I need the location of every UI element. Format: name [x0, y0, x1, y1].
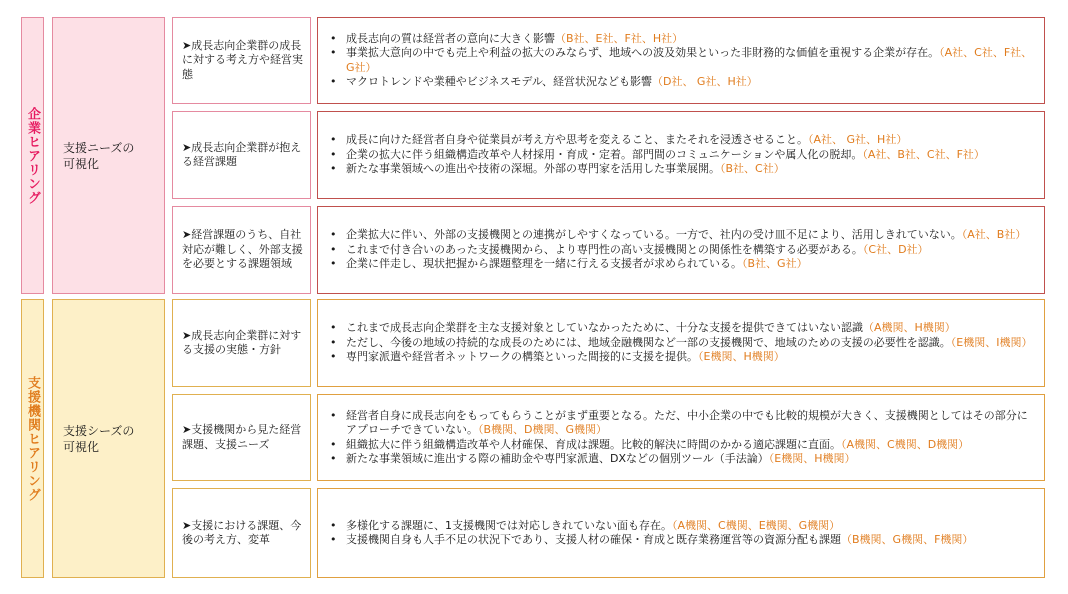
bullet-text: 成長に向けた経営者自身や従業員が考え方や思考を変えること、またそれを浸透させること。	[346, 133, 808, 147]
list-item	[328, 519, 1036, 534]
corporate-hearing-label: 企業ヒアリング	[25, 106, 40, 205]
subcategory-text: ➤支援機関から見た経営課題、支援ニーズ	[182, 423, 302, 451]
list-item	[328, 32, 1036, 47]
subcategory-text: ➤経営課題のうち、自社対応が難しく、外部支援を必要とする課題領域	[182, 228, 303, 271]
list-item	[328, 46, 1036, 75]
list-item	[328, 75, 1036, 90]
reference-tag: （B機関、G機関、F機関）	[841, 533, 974, 546]
support-seeds-line1: 支援シーズの	[63, 423, 135, 438]
bullet-text: これまで付き合いのあった支援機関から、より専門性の高い支援機関との関係性を構築する必要がある。	[346, 242, 863, 256]
list-item	[328, 533, 1036, 548]
bullet-icon: •	[330, 46, 337, 59]
subcategory-text: ➤成長志向企業群の成長に対する考え方や経営実態	[182, 38, 303, 81]
subcategory-text: ➤支援における課題、今後の考え方、変革	[182, 518, 302, 546]
bullet-text: これまで成長志向企業群を主な支援対象としていなかったために、十分な支援を提供できてはいない認識	[346, 321, 863, 335]
list-item	[328, 350, 1036, 365]
reference-tag: （E機関、H機関）	[768, 452, 856, 465]
bullet-text: 新たな事業領域に進出する際の補助金や専門家派遣、DXなどの個別ツール（手法論）	[346, 452, 769, 465]
support-seeds-line2: 可視化	[63, 439, 100, 454]
list-item	[328, 148, 1036, 163]
bullet-icon: •	[330, 133, 337, 147]
bullet-text: 経営者自身に成長志向をもってもらうことがまず重要となる。ただ、中小企業の中でも比較的規模が大きく、支援機関としてはその部分にアプローチできていない。	[346, 408, 1028, 436]
list-item	[328, 409, 1036, 438]
bullet-icon: •	[330, 408, 337, 422]
support-org-hearing-label: 支援機関ヒアリング	[25, 375, 40, 502]
bullet-text: 支援機関自身も人手不足の状況下であり、支援人材の確保・育成と既存業務運営等の資源分配も課題	[346, 533, 841, 546]
reference-tag: （A社、C社、F社、G社）	[346, 46, 1033, 74]
bullet-text: 新たな事業領域への進出や技術の深堀。外部の専門家を活用した事業展開。	[346, 162, 720, 176]
bullet-icon: •	[330, 228, 337, 242]
bullet-text: ただし、今後の地域の持続的な成長のためには、地域金融機関など一部の支援機関で、地域のための支援の必要性を認識。	[346, 335, 951, 349]
bullet-icon: •	[330, 437, 337, 451]
list-item	[328, 243, 1036, 258]
bullet-icon: •	[330, 162, 337, 176]
subcategory-support-challenges	[172, 488, 311, 578]
bullet-text: 企業拡大に伴い、外部の支援機関との連携がしやすくなっている。一方で、社内の受け皿不足により、活用しきれていない。	[346, 228, 962, 242]
bullet-text: 組織拡大に伴う組織構造改革や人材確保、育成は課題。比較的解決に時間のかかる適応課題に直面。	[346, 437, 841, 451]
bullet-icon: •	[330, 335, 337, 349]
support-needs-category	[52, 17, 165, 294]
bullet-icon: •	[330, 75, 337, 88]
list-item	[328, 452, 1036, 467]
bullet-text: 多様化する課題に、1支援機関では対応しきれていない面も存在。	[346, 518, 672, 532]
list-item	[328, 321, 1036, 336]
reference-tag: （C社、D社）	[862, 242, 929, 256]
support-org-hearing-band	[21, 299, 44, 578]
bullet-icon: •	[330, 452, 337, 465]
bullet-text: マクロトレンドや業種やビジネスモデル、経営状況なども影響	[346, 75, 652, 88]
corporate-hearing-band	[21, 17, 44, 294]
support-needs-line1: 支援ニーズの	[63, 140, 135, 155]
reference-tag: （B社、E社、F社、H社）	[555, 31, 684, 45]
reference-tag: （A社、B社）	[961, 228, 1027, 242]
subcategory-management-issues	[172, 111, 311, 199]
reference-tag: （B社、G社）	[742, 257, 808, 271]
detail-support-status	[317, 299, 1045, 387]
bullet-icon: •	[330, 533, 337, 546]
list-item	[328, 438, 1036, 453]
subcategory-text: ➤成長志向企業群に対する支援の実態・方針	[182, 328, 302, 356]
subcategory-growth-mindset	[172, 17, 311, 104]
subcategory-text: ➤成長志向企業群が抱える経営課題	[182, 140, 302, 168]
bullet-text: 事業拡大意向の中でも売上や利益の拡大のみならず、地域への波及効果といった非財務的な価値を重視する企業が存在。	[346, 46, 940, 59]
bullet-text: 専門家派遣や経営者ネットワークの構築といった間接的に支援を提供。	[346, 350, 698, 364]
reference-tag: （B機関、D機関、G機関）	[478, 423, 608, 436]
bullet-icon: •	[330, 242, 337, 256]
bullet-text: 成長志向の質は経営者の意向に大きく影響	[346, 31, 555, 45]
list-item	[328, 257, 1036, 272]
reference-tag: （A機関、C機関、E機関、G機関）	[672, 518, 841, 532]
bullet-icon: •	[330, 31, 337, 45]
detail-support-challenges	[317, 488, 1045, 578]
subcategory-support-status	[172, 299, 311, 387]
bullet-icon: •	[330, 257, 337, 271]
subcategory-external-support	[172, 206, 311, 294]
bullet-icon: •	[330, 518, 337, 532]
bullet-text: 企業の拡大に伴う組織構造改革や人材採用・育成・定着。部門間のコミュニケーションや属人化の脱却。	[346, 147, 863, 161]
detail-support-needs	[317, 394, 1045, 481]
support-seeds-category	[52, 299, 165, 578]
reference-tag: （D社、 G社、H社）	[651, 75, 758, 88]
reference-tag: （E機関、H機関）	[698, 350, 785, 364]
list-item	[328, 162, 1036, 177]
reference-tag: （A社、B社、C社、F社）	[862, 147, 985, 161]
list-item	[328, 336, 1036, 351]
reference-tag: （B社、C社）	[720, 162, 785, 176]
reference-tag: （A機関、H機関）	[863, 321, 956, 335]
list-item	[328, 133, 1036, 148]
detail-external-support	[317, 206, 1045, 294]
bullet-text: 企業に伴走し、現状把握から課題整理を一緒に行える支援者が求められている。	[346, 257, 742, 271]
bullet-icon: •	[330, 321, 337, 335]
subcategory-support-needs	[172, 394, 311, 481]
detail-growth-mindset	[317, 17, 1045, 104]
detail-management-issues	[317, 111, 1045, 199]
support-needs-line2: 可視化	[63, 156, 100, 171]
bullet-icon: •	[330, 147, 337, 161]
reference-tag: （A機関、C機関、D機関）	[841, 437, 970, 451]
bullet-icon: •	[330, 350, 337, 364]
reference-tag: （A社、 G社、H社）	[808, 133, 908, 147]
list-item	[328, 228, 1036, 243]
reference-tag: （E機関、I機関）	[950, 335, 1033, 349]
